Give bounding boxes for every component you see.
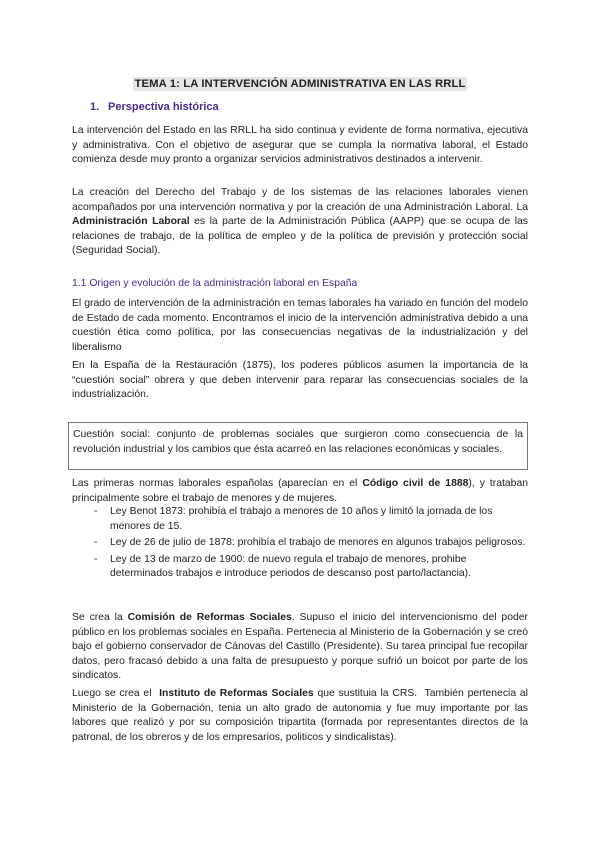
paragraph-6-text-b: . Supuso el inicio del intervencionismo del poder público en los problemas sociales en España. Pertenecia al Ministerio de la Gobernación y se creó bajo el gobierno conservador de Cánovas del Castillo (Presidente). Su tarea principal fue recopilar datos, pero fracasó debido a una falta de presupuesto y porque sufrió un boicot por parte de los sindicatos.	[72, 612, 528, 682]
laws-list	[94, 505, 528, 584]
paragraph-6	[72, 611, 528, 684]
list-item-text: Ley Benot 1873: prohibía el trabajo a menores de 10 años y limitó la jornada de los menores de 15.	[110, 506, 493, 532]
document-title-text: TEMA 1: LA INTERVENCIÓN ADMINISTRATIVA EN LAS RRLL	[134, 78, 466, 90]
list-dash: -	[94, 537, 98, 549]
document-title	[0, 74, 600, 92]
paragraph-7-text-b: que sustituia la CRS. También pertenecia al Ministerio de la Gobernación, tenia un alto grado de autonomia y fue muy importante por las labores que realizó y por su composición tripartita (formada por representantes directos de la patronal, de los obreros y de los empresarios, politicos y sindicalistas).	[72, 688, 531, 743]
list-item-text: Ley de 26 de julio de 1878: prohibía el trabajo de menores en algunos trabajos peligrosos.	[110, 537, 526, 549]
paragraph-2-text-a: La creación del Derecho del Trabajo y de los sistemas de las relaciones laborales vienen acompañados por una intervención normativa y por la creación de una Administración Laboral. La	[72, 187, 528, 213]
paragraph-2	[72, 186, 528, 259]
paragraph-4: En la España de la Restauración (1875), los poderes públicos asumen la importancia de la “cuestión social” obrera y que deben intervenir para reparar las consecuencias sociales de la industrialización.	[72, 360, 528, 401]
list-item	[94, 505, 528, 534]
section-number: 1.	[90, 101, 100, 113]
paragraph-6-bold: Comisión de Reformas Sociales	[127, 612, 292, 623]
definition-box: Cuestión social: conjunto de problemas sociales que surgieron como consecuencia de la revolución industrial y los cambios que ésta acarreó en las relaciones económicas y sociales.	[68, 422, 528, 470]
section-label: Perspectiva histórica	[108, 101, 219, 113]
list-item	[94, 536, 528, 551]
paragraph-5-text-a: Las primeras normas laborales españolas (aparecían en el	[72, 478, 363, 489]
list-item-text: Ley de 13 de marzo de 1900: de nuevo regula el trabajo de menores, prohibe determinados trabajos e introduce periodos de descanso post parto/lactancia).	[110, 553, 472, 580]
subsection-heading-1-1: 1.1 Origen y evolución de la administración laboral en España	[72, 278, 358, 289]
paragraph-5-text-b: ), y trataban principalmente sobre el trabajo de menores y de mujeres.	[72, 478, 528, 504]
paragraph-2-bold: Administración Laboral	[72, 216, 190, 228]
paragraph-7-text-a: Luego se crea el	[72, 688, 160, 699]
paragraph-7	[72, 687, 531, 745]
section-heading-1	[90, 101, 219, 113]
list-dash: -	[94, 553, 98, 565]
paragraph-6-text-a: Se crea la	[72, 612, 128, 623]
paragraph-3: El grado de intervención de la administración en temas laborales ha variado en función del modelo de Estado de cada momento. Encontramos el inicio de la intervención administrativa debido a una cuestión ética como política, por las consecuencias negativas de la industrialización y del liberalismo	[72, 298, 528, 353]
paragraph-5-bold: Código civil de 1888	[362, 478, 469, 489]
paragraph-1: La intervención del Estado en las RRLL ha sido continua y evidente de forma normativa, ejecutiva y administrativa. Con el objetivo de asegurar que se cumpla la normativa laboral, el Estado comienza desde muy pronto a organizar servicios administrativos destinados a intervenir.	[72, 125, 528, 166]
list-dash: -	[94, 506, 98, 517]
paragraph-5	[72, 477, 528, 506]
list-item	[94, 553, 528, 582]
paragraph-7-bold: Instituto de Reformas Sociales	[159, 688, 314, 699]
paragraph-2-text-b: es la parte de la Administración Pública (AAPP) que se ocupa de las relaciones de trabajo, de la política de empleo y de la política de previsión y protección social (Seguridad Social).	[72, 216, 528, 257]
